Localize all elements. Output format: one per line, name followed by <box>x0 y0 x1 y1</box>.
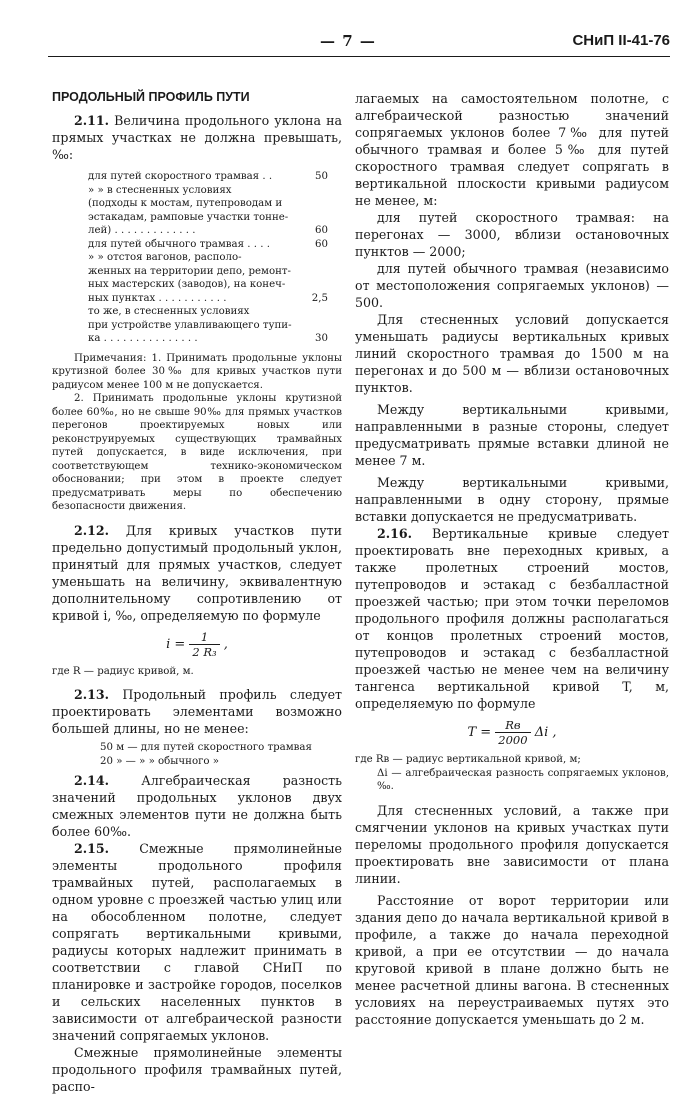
row-value <box>294 319 334 333</box>
clause-2-11: 2.11. Величина продольного уклона на прямых участках не должна превышать, ‰: <box>52 113 342 162</box>
row-text: эстакадам, рамповые участки тонне- <box>88 211 289 223</box>
note-2: 2. Принимать продольные уклоны крутизной более 60‰, но не свыше 90‰ для прямых участков перегонов проектируемых новых или реконструируемых существующих трамвайных путей допускается, в виде исключения, при соответствующем технико-экономическом обосновании; при этом в проекте следует предусматривать меры по обеспечению безопасности движения. <box>52 393 342 512</box>
row-text: (подходы к мостам, путепроводам и <box>88 198 283 209</box>
softened-slopes: Для стесненных условий, а также при смягчении уклонов на кривых участках пути переломы продольного профиля допускается проектировать вне зависимости от плана линии. <box>355 802 669 886</box>
table-row <box>88 184 334 198</box>
row-value <box>294 211 334 225</box>
row-text: для путей скоростного трамвая . . <box>88 171 273 182</box>
right-column <box>355 90 669 1028</box>
table-row <box>88 292 334 306</box>
row-value <box>294 251 334 265</box>
row-text: для путей обычного трамвая . . . . <box>88 238 270 250</box>
opposite-curves-insert: Между вертикальными кривыми, направленными в разные стороны, следует предусматривать прямые вставки длиной не менее 7 м. <box>355 402 669 468</box>
formula-i-legend: где R — радиус кривой, м. <box>52 665 194 677</box>
slope-table <box>88 170 334 346</box>
formula-t: T = $\frac{Rв}{2000}$ Δi , <box>467 718 557 747</box>
table-row <box>88 265 334 279</box>
row-value <box>294 278 334 292</box>
section-title: ПРОДОЛЬНЫЙ ПРОФИЛЬ ПУТИ <box>52 90 250 104</box>
clause-2-14: 2.14. Алгебраическая разность значений продольных уклонов двух смежных элементов пути не должна быть более 60‰. <box>52 773 342 839</box>
row-text: женных на территории депо, ремонт- <box>88 265 291 277</box>
clause-2-15-continued: Смежные прямолинейные элементы продольного профиля трамвайных путей, распо- <box>52 1045 342 1094</box>
formula-i-fraction: $\frac{1}{\text{2 R₃}}$ <box>189 630 219 659</box>
same-direction-curves: Между вертикальными кривыми, направленными в одну сторону, прямые вставки допускается не предусматривать. <box>355 475 669 524</box>
row-value <box>294 184 334 198</box>
row-text: то же, в стесненных условиях <box>88 306 250 317</box>
formula-t-legend-di: Δi — алгебраическая разность сопрягаемых уклонов, ‰. <box>377 767 669 792</box>
row-text: лей) . . . . . . . . . . . . . <box>88 225 196 236</box>
clause-2-15-tail: лагаемых на самостоятельном полотне, с алгебраической разностью значений сопрягаемых уклонов более 7‰ для путей обычного трамвая и более 5‰ для путей скоростного трамвая следует сопрягать в вертикальной плоскости кривыми радиусом не менее, м: <box>355 91 669 208</box>
formula-i: i = $\frac{1}{\text{2 R₃}}$ , <box>166 629 228 659</box>
clause-2-15: 2.15. Смежные прямолинейные элементы продольного профиля трамвайных путей, располагаемых в одном уровне с проезжей частью улиц или на обособленном полотне, следует сопрягать вертикальными кривыми, радиусы которых надлежит принимать в соответствии с главой СНиП по планировке и застройке городов, поселков и сельских населенных пунктов в зависимости от алгебраической разности значений сопрягаемых уклонов. <box>52 841 342 1043</box>
table-row <box>88 238 334 252</box>
table-row <box>88 197 334 211</box>
row-value <box>294 265 334 279</box>
row-value: 50 <box>315 171 328 182</box>
radius-usual-tram: для путей обычного трамвая (независимо от местоположения сопрягаемых уклонов) — 500. <box>355 261 669 310</box>
table-row <box>88 224 334 238</box>
min-length-usual: 20 » — » » обычного » <box>100 755 220 767</box>
depot-gate-distance: Расстояние от ворот территории или здания депо до начала вертикальной кривой в профиле, а также до начала переходной кривой, а при ее отсутствии — до начала круговой кривой в плане должно быть не менее расчетной длины вагона. В стесненных условиях на переустраиваемых путях это расстояние допускается уменьшать до 2 м. <box>355 892 669 1027</box>
row-text: ка . . . . . . . . . . . . . . . <box>88 333 198 344</box>
header-rule <box>48 56 670 57</box>
table-row <box>88 211 334 225</box>
table-row <box>88 305 334 319</box>
left-column <box>52 90 342 1095</box>
row-value <box>294 197 334 211</box>
formula-t-fraction: $\frac{Rв}{2000}$ <box>495 718 530 747</box>
row-text: при устройстве улавливающего тупи- <box>88 319 292 331</box>
row-text: » » в стесненных условиях <box>88 184 232 196</box>
formula-t-legend-r: где Rв — радиус вертикальной кривой, м; <box>355 754 581 765</box>
row-value: 60 <box>315 238 328 250</box>
row-text: » » отстоя вагонов, располо- <box>88 252 242 263</box>
table-row <box>88 332 334 346</box>
table-row <box>88 278 334 292</box>
cramped-conditions: Для стесненных условий допускается уменьшать радиусы вертикальных кривых линий скоростного трамвая до 1500 м на перегонах и до 500 м — вблизи остановочных пунктов. <box>355 312 669 395</box>
page-number: — 7 — <box>320 32 376 50</box>
note-1: Примечания: 1. Принимать продольные уклоны крутизной более 30‰ для кривых участков пути радиусом менее 100 м не допускается. <box>52 352 342 391</box>
clause-2-13: 2.13. Продольный профиль следует проектировать элементами возможно большей длины, но не менее: <box>52 687 342 736</box>
row-text: ных пунктах . . . . . . . . . . . <box>88 292 227 304</box>
radius-fast-tram: для путей скоростного трамвая: на перегонах — 3000, вблизи остановочных пунктов — 2000; <box>355 210 669 259</box>
row-value <box>294 305 334 319</box>
row-text: ных мастерских (заводов), на конеч- <box>88 279 286 290</box>
min-length-fast: 50 м — для путей скоростного трамвая <box>100 742 312 753</box>
table-row <box>88 319 334 333</box>
table-row <box>88 170 334 184</box>
document-code: СНиП II-41-76 <box>572 32 670 49</box>
row-value: 30 <box>315 333 328 344</box>
row-value: 2,5 <box>311 292 328 304</box>
table-row <box>88 251 334 265</box>
row-value: 60 <box>315 225 328 236</box>
clause-2-16: 2.16. Вертикальные кривые следует проектировать вне переходных кривых, а также пролетных строений мостов, путепроводов и эстакад с безбалластной проезжей частью; при этом точки переломов продольного профиля должны располагаться от концов пролетных строений мостов, путепроводов и эстакад с безбалластной проезжей частью не менее чем на величину тангенса вертикальной кривой T, м, определяемую по формуле <box>355 526 669 711</box>
clause-2-12: 2.12. Для кривых участков пути предельно допустимый продольный уклон, принятый для прямых участков, следует уменьшать на величину, эквивалентную дополнительному сопротивлению от кривой i, ‰, определяемую по формуле <box>52 522 342 623</box>
